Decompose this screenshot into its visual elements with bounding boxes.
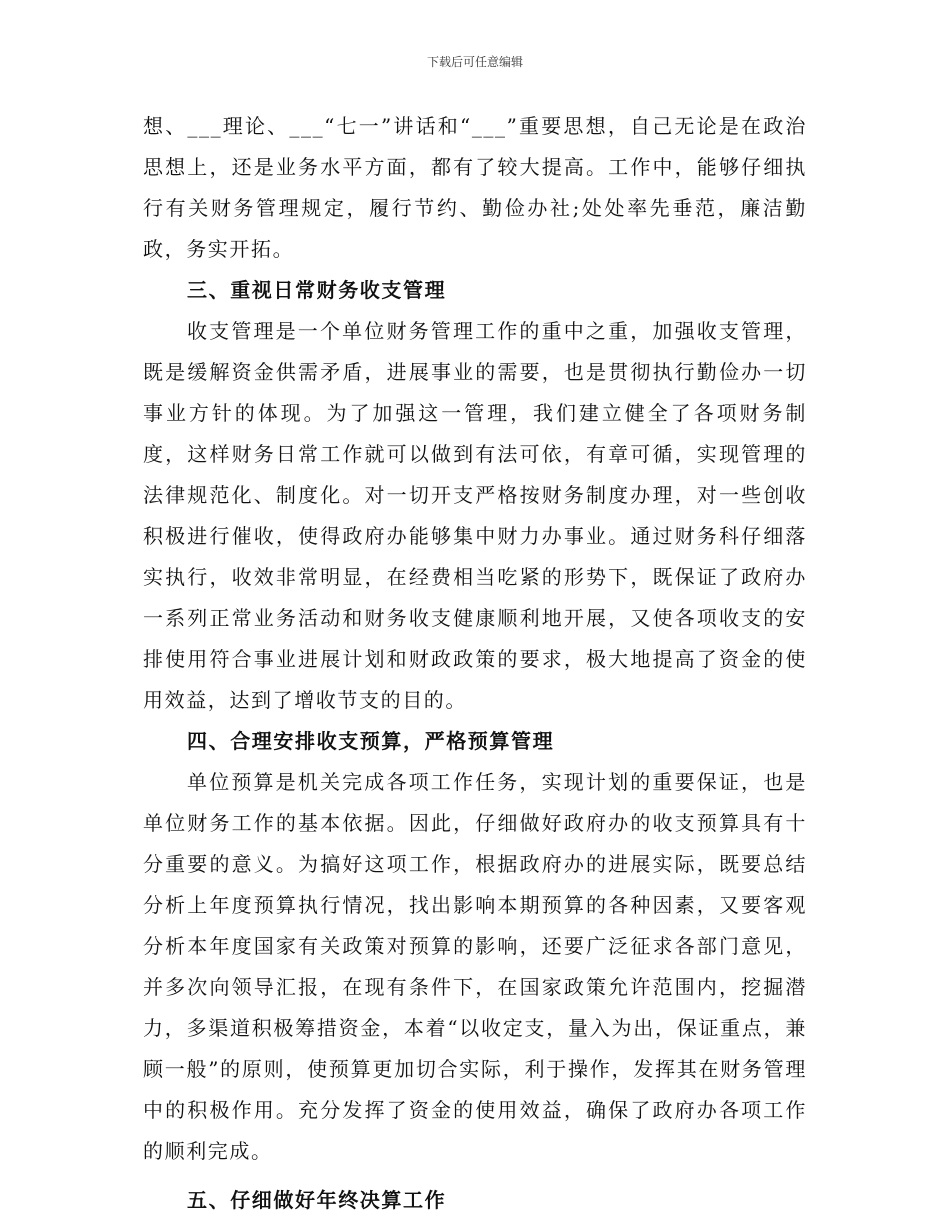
section-heading-3: 三、重视日常财务收支管理	[187, 278, 447, 302]
paragraph-continued: 想、___理论、___“七一”讲话和“___”重要思想，自己无论是在政治思想上，还是业务水平方面，都有了较大提高。工作中，能够仔细执行有关财务管理规定，履行节约、勤俭办社;处处率先垂范，廉洁勤政，务实开拓。	[143, 114, 807, 261]
page-header: 下载后可任意编辑	[426, 55, 523, 69]
paragraph-budget: 单位预算是机关完成各项工作任务，实现计划的重要保证，也是单位财务工作的基本依据。因此，仔细做好政府办的收支预算具有十分重要的意义。为搞好这项工作，根据政府办的进展实际，既要总结分析上年度预算执行情况，找出影响本期预算的各种因素，又要客观分析本年度国家有关政策对预算的影响，还要广泛征求各部门意见，并多次向领导汇报，在现有条件下，在国家政策允许范围内，挖掘潜力，多渠道积极筹措资金，本着“以收定支，量入为出，保证重点，兼顾一般”的原则，使预算更加切合实际，利于操作，发挥其在财务管理中的积极作用。充分发挥了资金的使用效益，确保了政府办各项工作的顺利完成。	[143, 770, 807, 1163]
section-heading-4: 四、合理安排收支预算，严格预算管理	[187, 729, 555, 753]
document-body	[143, 106, 807, 1221]
paragraph-income-expense: 收支管理是一个单位财务管理工作的重中之重，加强收支管理，既是缓解资金供需矛盾，进展事业的需要，也是贯彻执行勤俭办一切事业方针的体现。为了加强这一管理，我们建立健全了各项财务制度，这样财务日常工作就可以做到有法可依，有章可循，实现管理的法律规范化、制度化。对一切开支严格按财务制度办理，对一些创收积极进行催收，使得政府办能够集中财力办事业。通过财务科仔细落实执行，收效非常明显，在经费相当吃紧的形势下，既保证了政府办一系列正常业务活动和财务收支健康顺利地开展，又使各项收支的安排使用符合事业进展计划和财政政策的要求，极大地提高了资金的使用效益，达到了增收节支的目的。	[143, 319, 807, 712]
section-heading-5: 五、仔细做好年终决算工作	[187, 1188, 447, 1212]
